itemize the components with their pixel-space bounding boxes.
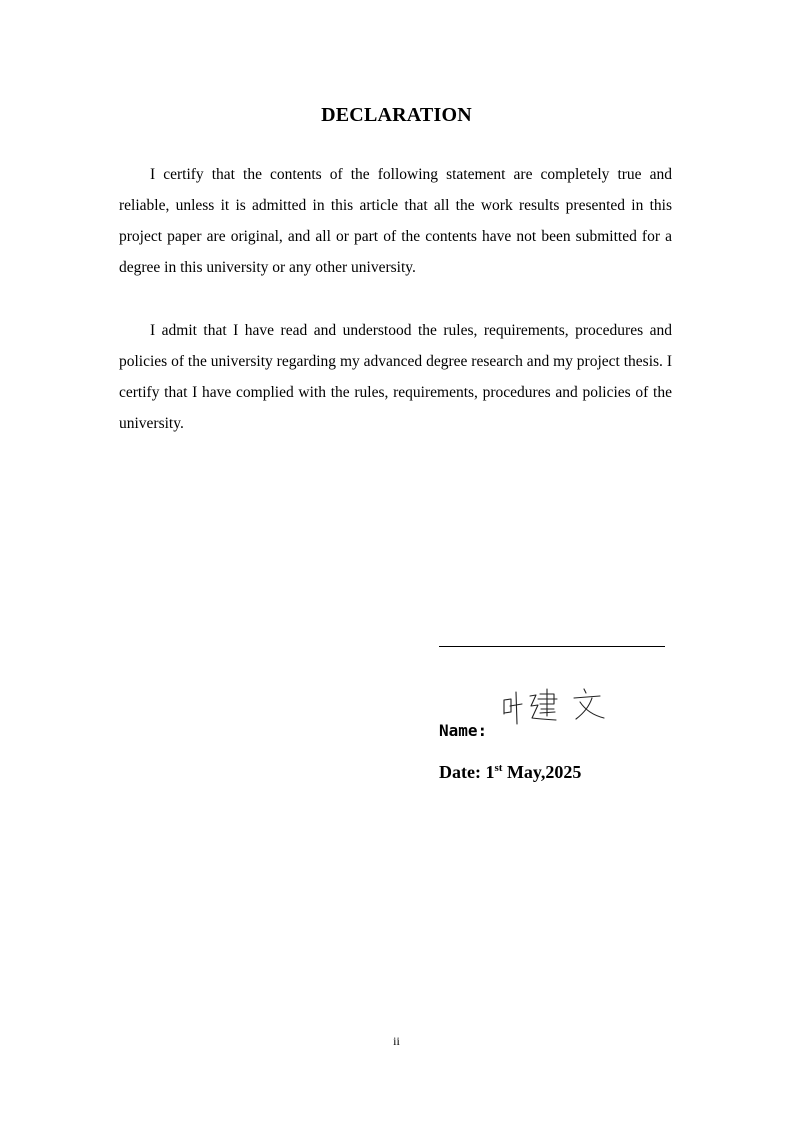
date-label: Date: xyxy=(439,762,481,782)
declaration-paragraph-1: I certify that the contents of the following statement are completely true and reliable, unless it is admitted in this article that all the work results presented in this project paper are original, and all or part of the contents have not been submitted for a degree in this university or any other university. xyxy=(119,166,672,276)
page-number: ii xyxy=(393,1034,400,1048)
handwritten-signature xyxy=(500,686,612,726)
date-day: 1 xyxy=(485,762,495,782)
declaration-paragraph-2: I admit that I have read and understood the rules, requirements, procedures and policies of the university regarding my advanced degree research and my project thesis. I certify that I have complied with the rules, requirements, procedures and policies of the university. xyxy=(119,322,672,432)
name-label: Name: xyxy=(439,721,488,740)
signature-line xyxy=(439,646,665,647)
page-title: DECLARATION xyxy=(321,104,472,126)
date-month-year: May,2025 xyxy=(506,762,582,782)
date-line xyxy=(439,760,581,784)
date-ordinal: st xyxy=(494,762,503,774)
